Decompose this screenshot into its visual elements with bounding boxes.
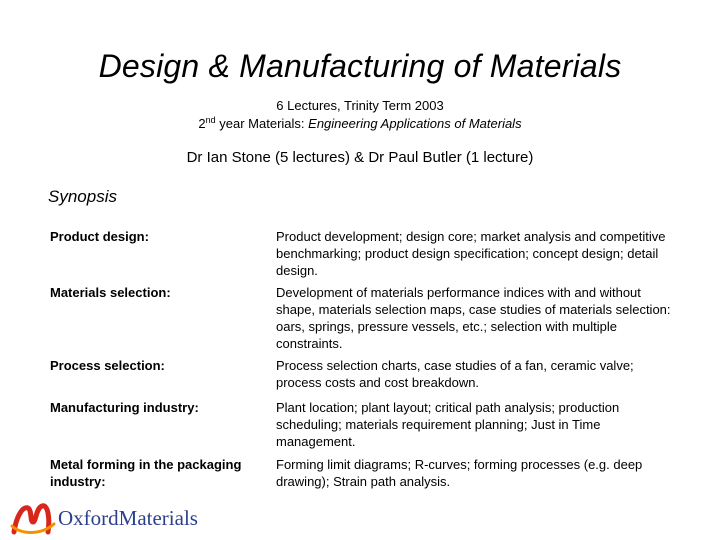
- course-prefix: year Materials:: [215, 116, 309, 131]
- logo-wordmark: OxfordMaterials: [58, 506, 198, 530]
- slide-title: Design & Manufacturing of Materials: [98, 48, 622, 84]
- topic-term: Materials selection:: [50, 285, 171, 300]
- topic-term: Product design:: [50, 229, 149, 244]
- oxford-materials-swoosh-icon: [10, 498, 56, 538]
- course-info: [0, 116, 720, 131]
- year-number: 2: [198, 116, 206, 131]
- authors: Dr Ian Stone (5 lectures) & Dr Paul Butler (1 lecture): [186, 149, 534, 166]
- topic-description: Forming limit diagrams; R-curves; forming processes (e.g. deep drawing); Strain path analysis.: [276, 457, 643, 489]
- course-name: Engineering Applications of Materials: [308, 116, 522, 131]
- topic-description: Development of materials performance indices with and without shape, materials selection maps, case studies of materials selection: oars, springs, pressure vessels, etc.; selection with multiple constraints.: [276, 285, 671, 351]
- topic-term: Process selection:: [50, 358, 165, 373]
- ordinal-suffix: nd: [205, 115, 216, 125]
- topic-term: Manufacturing industry:: [50, 400, 199, 415]
- topic-description: Product development; design core; market analysis and competitive benchmarking; product design specification; concept design; detail design.: [276, 229, 666, 278]
- oxford-materials-logo: [10, 498, 220, 538]
- topic-term: Metal forming in the packaging industry:: [50, 457, 242, 489]
- synopsis-heading: Synopsis: [48, 187, 117, 206]
- lecture-info: 6 Lectures, Trinity Term 2003: [276, 98, 444, 113]
- topic-description: Plant location; plant layout; critical path analysis; production scheduling; materials requirement planning; Just in Time management.: [276, 400, 620, 449]
- topic-description: Process selection charts, case studies of a fan, ceramic valve; process costs and cost breakdown.: [276, 358, 634, 390]
